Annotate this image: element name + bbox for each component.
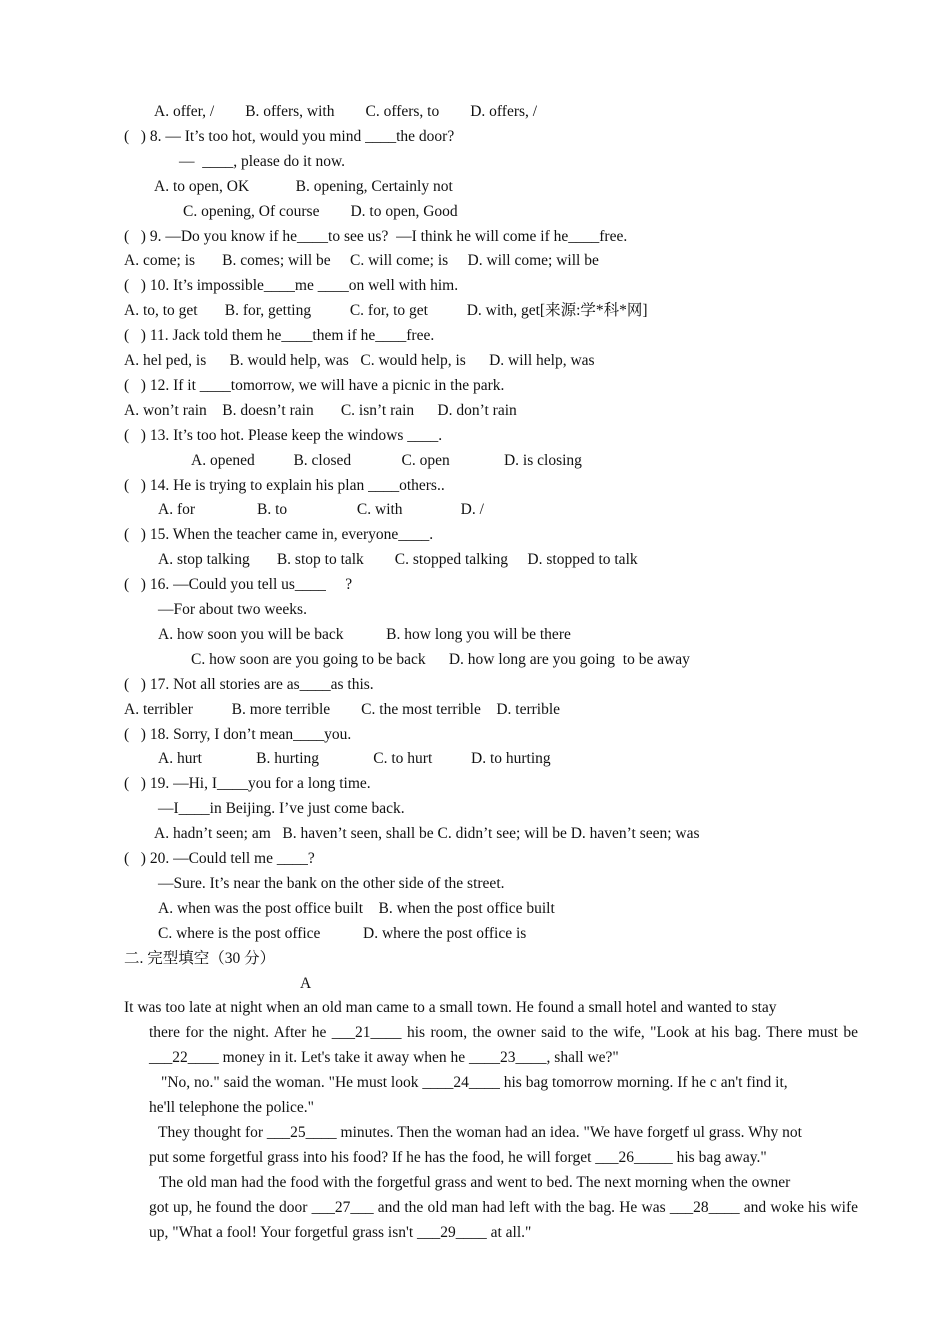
- q9-options: A. come; is B. comes; will be C. will come; is D. will come; will be: [124, 252, 599, 269]
- q8-options-cd: C. opening, Of course D. to open, Good: [183, 203, 458, 220]
- passage-paragraph-4-first-line: The old man had the food with the forgetful grass and went to bed. The next morning when the owner: [159, 1174, 791, 1191]
- q20-stem: ( ) 20. —Could tell me ____?: [124, 850, 315, 867]
- q8-stem: ( ) 8. — It’s too hot, would you mind ____the door?: [124, 128, 455, 145]
- q18-stem: ( ) 18. Sorry, I don’t mean____you.: [124, 726, 352, 743]
- q12-stem: ( ) 12. If it ____tomorrow, we will have a picnic in the park.: [124, 377, 505, 394]
- passage-paragraph-3-rest: put some forgetful grass into his food? If he has the food, he will forget ___26_____ his bag away.": [149, 1148, 767, 1166]
- section-heading-cloze: 二. 完型填空（30 分）: [124, 950, 276, 967]
- q20-reply: —Sure. It’s near the bank on the other side of the street.: [158, 875, 505, 892]
- q20-options-ab: A. when was the post office built B. when the post office built: [158, 900, 555, 917]
- q19-reply: —I____in Beijing. I’ve just come back.: [158, 800, 405, 817]
- passage-paragraph-2-rest: he'll telephone the police.": [149, 1098, 314, 1116]
- q7-options: A. offer, / B. offers, with C. offers, to D. offers, /: [154, 103, 538, 120]
- q11-stem: ( ) 11. Jack told them he____them if he____free.: [124, 327, 435, 344]
- q17-options: A. terribler B. more terrible C. the most terrible D. terrible: [124, 701, 561, 718]
- q10-stem: ( ) 10. It’s impossible____me ____on well with him.: [124, 277, 459, 294]
- q16-reply: —For about two weeks.: [158, 601, 307, 618]
- q10-options: A. to, to get B. for, getting C. for, to get D. with, get[来源:学*科*网]: [124, 302, 648, 319]
- q14-stem: ( ) 14. He is trying to explain his plan ____others..: [124, 477, 445, 494]
- q16-options-ab: A. how soon you will be back B. how long you will be there: [158, 626, 571, 643]
- q15-options: A. stop talking B. stop to talk C. stopped talking D. stopped to talk: [158, 551, 638, 568]
- q15-stem: ( ) 15. When the teacher came in, everyone____.: [124, 526, 434, 543]
- q8-reply: — ____, please do it now.: [179, 153, 346, 170]
- q8-options-ab: A. to open, OK B. opening, Certainly not: [154, 178, 453, 195]
- passage-paragraph-3-first-line: They thought for ___25____ minutes. Then the woman had an idea. "We have forgetf ul grass. Why not: [158, 1124, 802, 1141]
- q13-options: A. opened B. closed C. open D. is closing: [191, 452, 582, 469]
- q14-options: A. for B. to C. with D. /: [158, 501, 484, 518]
- passage-paragraph-4-rest: got up, he found the door ___27___ and the old man had left with the bag. He was ___28____ and woke his wife up, "What a fool! Your forgetful grass isn't ___29____ at all.": [149, 1198, 858, 1241]
- q17-stem: ( ) 17. Not all stories are as____as this.: [124, 676, 374, 693]
- q19-options: A. hadn’t seen; am B. haven’t seen, shall be C. didn’t see; will be D. haven’t seen; was: [154, 825, 700, 842]
- q18-options: A. hurt B. hurting C. to hurt D. to hurting: [158, 750, 551, 767]
- passage-paragraph-1-first-line: It was too late at night when an old man came to a small town. He found a small hotel and wanted to stay: [124, 999, 777, 1016]
- passage-paragraph-1-rest: there for the night. After he ___21____ his room, the owner said to the wife, "Look at his bag. There must be ___22____ money in it. Let's take it away when he ____23____, shall we?": [149, 1023, 858, 1066]
- q19-stem: ( ) 19. —Hi, I____you for a long time.: [124, 775, 371, 792]
- q16-stem: ( ) 16. —Could you tell us____ ?: [124, 576, 353, 593]
- q9-stem: ( ) 9. —Do you know if he____to see us? —I think he will come if he____free.: [124, 228, 628, 245]
- passage-paragraph-2-first-line: "No, no." said the woman. "He must look ____24____ his bag tomorrow morning. If he c an't find it,: [161, 1074, 788, 1091]
- passage-paragraph-1: [124, 996, 858, 1071]
- passage-paragraph-3: [124, 1121, 858, 1171]
- q16-options-cd: C. how soon are you going to be back D. how long are you going to be away: [191, 651, 690, 668]
- q13-stem: ( ) 13. It’s too hot. Please keep the windows ____.: [124, 427, 443, 444]
- q12-options: A. won’t rain B. doesn’t rain C. isn’t rain D. don’t rain: [124, 402, 517, 419]
- passage-paragraph-2: [124, 1071, 858, 1121]
- q11-options: A. hel ped, is B. would help, was C. would help, is D. will help, was: [124, 352, 595, 369]
- passage-paragraph-4: [124, 1171, 858, 1246]
- passage-label: A: [300, 975, 312, 992]
- q20-options-cd: C. where is the post office D. where the post office is: [158, 925, 527, 942]
